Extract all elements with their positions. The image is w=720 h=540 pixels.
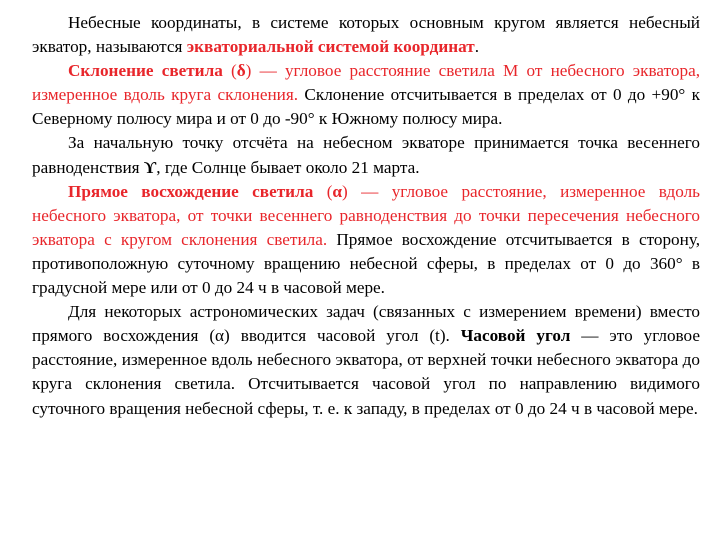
term-hour-angle: Часовой угол: [460, 326, 571, 346]
text-run: .: [474, 37, 480, 57]
paragraph-right-ascension: [32, 180, 700, 300]
text-run: Прямое восхождение отсчитывается в сторону, противоположную суточному вращению небесной сферы, в пределах от 0 до 360° в градусной мере или от 0 до 24 ч в часовой мере.: [32, 229, 700, 298]
text-run: За начальную точку отсчёта на небесном экваторе принимается точка весеннего равноденствия: [32, 133, 700, 177]
symbol-alpha: α: [332, 181, 343, 201]
paragraph-vernal-equinox: [32, 131, 700, 179]
text-run: — это угловое расстояние, измеренное вдоль небесного экватора, от верхней точки небесного экватора до круга склонения светила. Отсчитывается часовой угол по направлению видимого суточного вращения небесной сферы, т. е. к западу, в пределах от 0 до 24 ч в часовой мере.: [32, 326, 700, 418]
text-run: Склонение отсчитывается в пределах от 0 до +90° к Северному полюсу мира и от 0 до -90° к Южному полюсу мира.: [32, 85, 700, 129]
term-right-ascension: Прямое восхождение светила: [68, 181, 314, 201]
text-run: (: [313, 181, 333, 201]
text-run: Для некоторых астрономических задач (связанных с измерением времени) вместо прямого восхождения (α) вводится часовой угол (t).: [32, 302, 700, 346]
symbol-delta: δ: [236, 61, 246, 81]
definition-right-ascension: ) — угловое расстояние, измеренное вдоль небесного экватора, от точки весеннего равноденствия до точки пересечения небесного экватора с кругом склонения светила.: [32, 181, 700, 249]
term-declination: Склонение светила: [68, 61, 223, 81]
definition-declination: ) — угловое расстояние светила M от небесного экватора, измеренное вдоль круга склонения.: [32, 61, 700, 105]
paragraph-hour-angle: [32, 300, 700, 420]
text-run: , где Солнце бывает около 21 марта.: [156, 157, 420, 177]
aries-symbol: ϒ: [143, 157, 157, 177]
text-run: (: [222, 61, 237, 81]
term-equatorial-system: экваториальной системой координат: [186, 37, 475, 57]
paragraph-declination: [32, 59, 700, 131]
slide-text: [32, 11, 700, 421]
paragraph-equatorial-system: [32, 11, 700, 59]
text-run: Небесные координаты, в системе которых основным кругом является небесный экватор, называются: [32, 13, 700, 57]
